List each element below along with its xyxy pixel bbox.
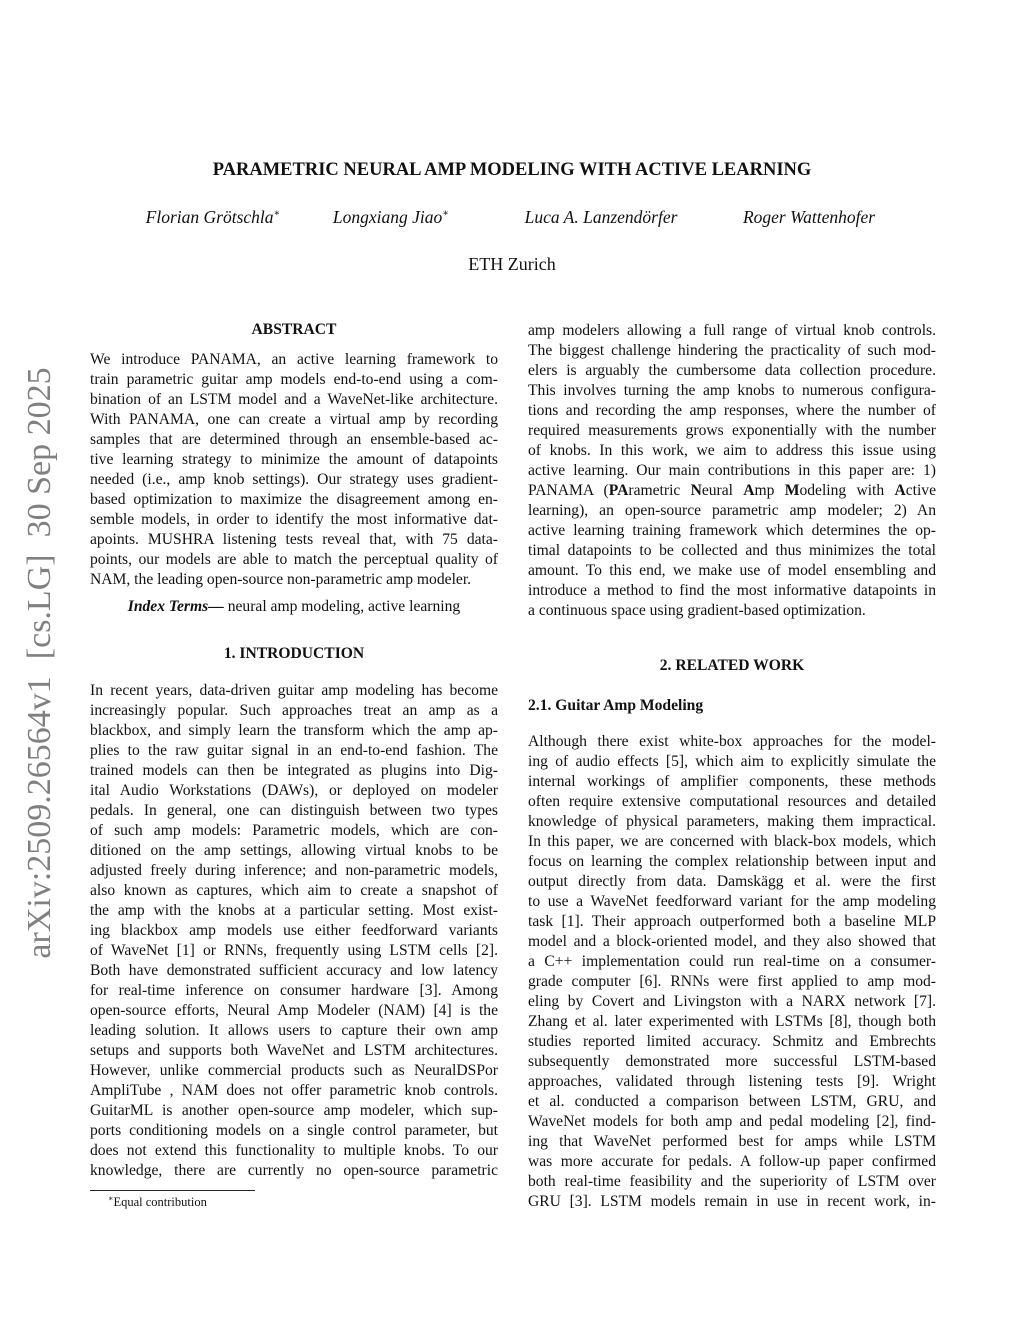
acronym-letters: A <box>894 482 906 499</box>
text-line: required measurements grows exponentially with the number <box>528 422 936 439</box>
text-segment: PANAMA ( <box>528 482 609 499</box>
text-line: for real-time inference on consumer hardware [3]. Among <box>90 982 498 999</box>
author <box>146 207 281 228</box>
text-line: bination of an LSTM model and a WaveNet-like architecture. <box>90 391 498 408</box>
text-line: ital Audio Workstations (DAWs), or deployed on modeler <box>90 782 498 799</box>
text-line: leading solution. It allows users to capture their own amp <box>90 1022 498 1039</box>
footnote <box>108 1194 207 1210</box>
text-line: increasingly popular. Such approaches treat an amp as a <box>90 702 498 719</box>
author-name: Roger Wattenhofer <box>742 207 876 227</box>
text-line: tions and recording the amp responses, where the number of <box>528 402 936 419</box>
text-segment: mp <box>754 482 785 499</box>
text-line: samples that are determined through an ensemble-based ac- <box>90 431 498 448</box>
text-line: semble models, in order to identify the most informative dat- <box>90 511 498 528</box>
text-line: active learning training framework which determines the op- <box>528 522 936 539</box>
related-work-heading: 2. RELATED WORK <box>659 657 805 674</box>
text-line: points, our models are able to match the perceptual quality of <box>90 551 498 568</box>
text-line: based optimization to maximize the disagreement among en- <box>90 491 498 508</box>
text-line: ditioned on the amp settings, allowing virtual knobs to be <box>90 842 498 859</box>
text-line: output directly from data. Damskägg et al. were the first <box>528 873 936 890</box>
text-line: GuitarML is another open-source amp modeler, which sup- <box>90 1102 498 1119</box>
arxiv-stamp: arXiv:2509.26564v1 [cs.LG] 30 Sep 2025 <box>21 367 58 959</box>
text-line: introduce a method to find the most informative datapoints in <box>528 582 936 599</box>
text-line: grade computer [6]. RNNs were first applied to amp mod- <box>528 973 936 990</box>
text-line: a continuous space using gradient-based optimization. <box>528 602 866 619</box>
equal-contribution-mark: ∗ <box>442 208 450 220</box>
text-line: GRU [3]. LSTM models remain in use in recent work, in- <box>528 1193 936 1210</box>
introduction-heading: 1. INTRODUCTION <box>223 645 365 662</box>
author-name: Florian Grötschla <box>145 207 274 227</box>
abstract-body <box>90 350 498 590</box>
text-line: This involves turning the amp knobs to numerous configura- <box>528 382 936 399</box>
text-line: task [1]. Their approach outperformed both a baseline MLP <box>528 913 936 930</box>
text-line: ing that WaveNet performed best for amps while LSTM <box>528 1133 936 1150</box>
text-line: Although there exist white-box approaches for the model- <box>528 733 936 750</box>
text-line: ing blackbox amp models use either feedforward variants <box>90 922 498 939</box>
text-line: et al. conducted a comparison between LSTM, GRU, and <box>528 1093 936 1110</box>
text-line: We introduce PANAMA, an active learning framework to <box>90 351 498 368</box>
text-line: In this paper, we are concerned with black-box models, which <box>528 833 936 850</box>
text-line: trained models can then be integrated as plugins into Dig- <box>90 762 498 779</box>
paper-title: PARAMETRIC NEURAL AMP MODELING WITH ACTIVE LEARNING <box>212 160 812 180</box>
text-line: studies reported limited accuracy. Schmitz and Embrechts <box>528 1033 936 1050</box>
text-line: apoints. MUSHRA listening tests reveal that, with 75 data- <box>90 531 498 548</box>
text-line: of WaveNet [1] or RNNs, frequently using LSTM cells [2]. <box>90 942 498 959</box>
introduction-body <box>90 681 498 1181</box>
text-line: subsequently demonstrated more successful LSTM-based <box>528 1053 936 1070</box>
text-segment: rametric <box>628 482 691 499</box>
affiliation: ETH Zurich <box>468 254 556 274</box>
text-line: WaveNet models for both amp and pedal modeling [2], find- <box>528 1113 936 1130</box>
text-line: Both have demonstrated sufficient accuracy and low latency <box>90 962 498 979</box>
author <box>333 207 449 228</box>
text-line: both real-time feasibility and the superiority of LSTM over <box>528 1173 936 1190</box>
text-line: open-source efforts, Neural Amp Modeler (NAM) [4] is the <box>90 1002 498 1019</box>
text-line: learning), an open-source parametric amp modeler; 2) An <box>528 502 936 519</box>
text-line: In recent years, data-driven guitar amp modeling has become <box>90 682 498 699</box>
text-line: tive learning strategy to minimize the amount of datapoints <box>90 451 498 468</box>
text-line: amp modelers allowing a full range of virtual knob controls. <box>528 322 936 339</box>
acronym-letters: PA <box>608 482 629 499</box>
acronym-letters: N <box>690 482 702 499</box>
text-line: pedals. In general, one can distinguish between two types <box>90 802 498 819</box>
text-line: However, unlike commercial products such as NeuralDSPor <box>90 1062 498 1079</box>
abstract-heading: ABSTRACT <box>251 321 337 338</box>
text-line: The biggest challenge hindering the practicality of such mod- <box>528 342 936 359</box>
text-line: Zhang et al. later experimented with LSTMs [8], though both <box>528 1013 936 1030</box>
author <box>743 207 875 228</box>
footnote-mark: ∗ <box>108 1194 114 1203</box>
text-line: of knobs. In this work, we aim to address this issue using <box>528 442 936 459</box>
index-terms <box>90 598 498 616</box>
equal-contribution-mark: ∗ <box>273 208 281 220</box>
text-line: NAM, the leading open-source non-parametric amp modeler. <box>90 571 472 588</box>
text-line: the amp with the knobs at a particular setting. Most exist- <box>90 902 498 919</box>
text-line: needed (i.e., amp knob settings). Our strategy uses gradient- <box>90 471 498 488</box>
text-segment: eural <box>701 482 744 499</box>
text-line: train parametric guitar amp models end-to-end using a com- <box>90 371 498 388</box>
text-line: focus on learning the complex relationship between input and <box>528 853 936 870</box>
text-line: With PANAMA, one can create a virtual amp by recording <box>90 411 498 428</box>
text-line: of such amp models: Parametric models, which are con- <box>90 822 498 839</box>
text-line: AmpliTube , NAM does not offer parametric knob controls. <box>90 1082 498 1099</box>
text-line: adjusted freely during inference; and non-parametric models, <box>90 862 498 879</box>
text-line: approaches, validated through listening tests [9]. Wright <box>528 1073 936 1090</box>
author <box>525 207 678 228</box>
footnote-text: Equal contribution <box>113 1195 207 1210</box>
text-line: knowledge of physical parameters, making them impractical. <box>528 813 936 830</box>
author-name: Luca A. Lanzendörfer <box>524 207 678 227</box>
text-line: active learning. Our main contributions in this paper are: 1) <box>528 462 936 479</box>
text-line: plies to the raw guitar signal in an end-to-end fashion. The <box>90 742 498 759</box>
text-line: ing of audio effects [5], which aim to explicitly simulate the <box>528 753 936 770</box>
text-line: setups and supports both WaveNet and LSTM architectures. <box>90 1042 498 1059</box>
footnote-rule <box>90 1190 255 1191</box>
acronym-letters: M <box>784 482 800 499</box>
text-line: also known as captures, which aim to create a snapshot of <box>90 882 498 899</box>
acronym-letters: A <box>743 482 755 499</box>
text-line: model and a block-oriented model, and they also showed that <box>528 933 936 950</box>
text-segment: odeling with <box>799 482 895 499</box>
text-line: timal datapoints to be collected and thus minimizes the total <box>528 542 936 559</box>
related-work-body <box>528 732 936 1212</box>
introduction-body-continued <box>528 321 936 621</box>
text-line: internal workings of amplifier components, these methods <box>528 773 936 790</box>
text-line: elers is arguably the cumbersome data collection procedure. <box>528 362 936 379</box>
text-line <box>528 481 936 501</box>
text-line: a C++ implementation could run real-time on a consumer- <box>528 953 936 970</box>
text-segment: ctive <box>905 482 937 499</box>
guitar-amp-modeling-subheading: 2.1. Guitar Amp Modeling <box>528 697 704 714</box>
text-line: does not extend this functionality to multiple knobs. To our <box>90 1142 498 1159</box>
index-terms-text: neural amp modeling, active learning <box>223 598 461 615</box>
text-line: ports conditioning models on a single control parameter, but <box>90 1122 498 1139</box>
text-line: to use a WaveNet feedforward variant for the amp modeling <box>528 893 936 910</box>
text-line: often require extensive computational resources and detailed <box>528 793 936 810</box>
text-line: eling by Covert and Livingston with a NARX network [7]. <box>528 993 936 1010</box>
text-line: was more accurate for pedals. A follow-up paper confirmed <box>528 1153 936 1170</box>
text-line: amount. To this end, we make use of model ensembling and <box>528 562 936 579</box>
index-terms-label: Index Terms— <box>127 598 224 615</box>
text-line: knowledge, there are currently no open-source parametric <box>90 1162 498 1179</box>
text-line: blackbox, and simply learn the transform which the amp ap- <box>90 722 498 739</box>
author-name: Longxiang Jiao <box>332 207 443 227</box>
